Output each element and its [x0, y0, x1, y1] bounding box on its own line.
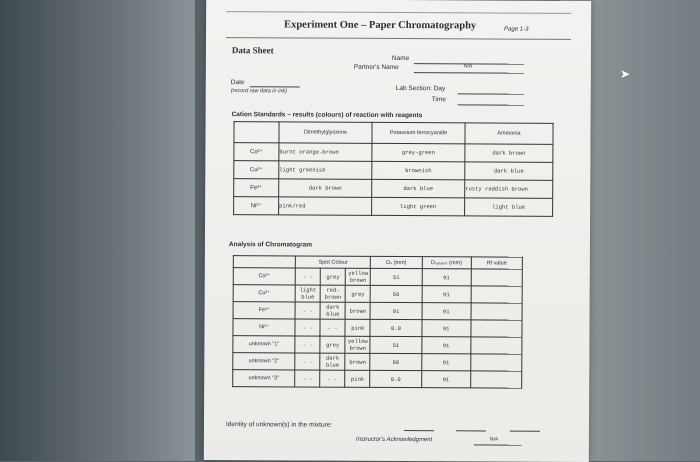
table-row — [233, 370, 522, 389]
table-cell: dark blue — [465, 162, 553, 180]
rf-cell[interactable] — [470, 371, 521, 388]
table-cell: brown — [345, 302, 370, 319]
table-cell: 91 — [421, 371, 470, 388]
table-cell: 91 — [422, 320, 471, 337]
analysis-heading: Analysis of Chromatogram — [228, 241, 313, 249]
rf-cell[interactable] — [471, 269, 522, 286]
table-cell: light blue — [465, 198, 553, 216]
table-row — [234, 161, 553, 181]
instructor-field[interactable] — [474, 444, 522, 445]
table-cell: grey — [320, 268, 345, 285]
record-note: (record raw data in ink) — [230, 88, 287, 95]
identity-label: Identity of unknown(s) in the mixture: — [225, 421, 333, 429]
table-cell: light green — [372, 197, 465, 215]
cation-heading: Cation Standards – results (colours) of reaction with reagents — [231, 111, 423, 120]
partner-value: N/A — [463, 63, 473, 70]
table-cell: 91 — [421, 337, 470, 354]
table-cell: - - — [295, 268, 320, 285]
column-header: Dimethylglyoxime — [279, 122, 372, 143]
table-cell: 51 — [371, 268, 422, 285]
ion-label: Fe³⁺ — [234, 179, 279, 197]
rf-cell[interactable] — [471, 337, 522, 354]
rf-cell[interactable] — [471, 303, 522, 320]
table-cell: rusty reddish brown — [465, 180, 553, 198]
row-label: Co²⁺ — [233, 268, 295, 285]
page-number: Page 1-3 — [504, 26, 529, 33]
table-cell: - - — [295, 353, 320, 370]
row-label: unknown "3" — [233, 370, 295, 387]
table-cell: - - — [295, 319, 320, 336]
table-cell: dark blue — [372, 179, 465, 197]
analysis-table — [232, 255, 523, 389]
column-header: Dₛ (mm) — [371, 256, 422, 268]
title-rule — [226, 37, 571, 40]
table-row — [234, 197, 553, 217]
table-row — [234, 179, 553, 199]
identity-field[interactable] — [404, 430, 434, 431]
table-header-row — [234, 122, 553, 145]
table-cell: 91 — [422, 269, 471, 286]
row-label: Cu²⁺ — [233, 285, 295, 302]
column-header: Dₛₒₗᵥₑₙₜ (mm) — [422, 257, 471, 269]
table-cell: brownish — [372, 161, 465, 179]
table-row — [233, 302, 522, 321]
table-cell: grey-green — [372, 143, 465, 161]
table-cell: 91 — [370, 302, 421, 319]
table-cell: light greenish — [279, 161, 372, 179]
photo-background-left — [0, 0, 195, 461]
name-label: Name — [391, 54, 410, 63]
rf-cell[interactable] — [470, 354, 521, 371]
table-cell: brown — [345, 353, 370, 370]
column-header: Ammonia — [465, 123, 553, 144]
date-label: Date — [230, 79, 245, 87]
partner-field[interactable] — [414, 72, 524, 74]
instructor-value: N/A — [489, 436, 499, 443]
table-cell: pink — [345, 370, 370, 387]
table-cell: light blue — [295, 285, 320, 302]
table-cell: - - — [295, 336, 320, 353]
ion-label: Ni²⁺ — [234, 197, 279, 215]
data-sheet-heading: Data Sheet — [231, 45, 274, 56]
rf-cell[interactable] — [471, 320, 522, 337]
lab-section-label: Lab Section: Day — [395, 84, 446, 93]
ion-label: Cu²⁺ — [234, 161, 279, 179]
identity-field[interactable] — [456, 430, 486, 431]
identity-field[interactable] — [510, 431, 540, 432]
table-cell: - - — [320, 319, 345, 336]
column-header: Spot Colour — [295, 256, 370, 268]
table-cell: pink — [345, 319, 370, 336]
table-cell: dark blue — [320, 353, 345, 370]
table-cell: yellow brown — [346, 268, 371, 285]
table-cell: yellow brown — [345, 336, 370, 353]
table-cell: dark brown — [465, 144, 553, 162]
table-cell: pink/red — [279, 197, 372, 215]
table-cell: 0.0 — [370, 370, 421, 387]
table-cell: grey — [320, 336, 345, 353]
page-title: Experiment One – Paper Chromatography — [284, 19, 477, 32]
time-label: Time — [431, 96, 446, 104]
ion-label: Co²⁺ — [234, 143, 279, 161]
table-cell: 91 — [422, 286, 471, 303]
row-label: unknown "1" — [233, 336, 295, 353]
table-cell: 51 — [370, 336, 421, 353]
table-row — [233, 285, 522, 304]
table-cell: 91 — [422, 303, 471, 320]
column-header — [233, 256, 295, 268]
table-cell: dark blue — [320, 302, 345, 319]
row-label: Fe³⁺ — [233, 302, 295, 319]
table-cell: 91 — [421, 354, 470, 371]
table-row — [234, 143, 553, 163]
table-cell: 56 — [371, 285, 422, 302]
table-row — [233, 319, 522, 338]
top-rule — [226, 11, 571, 14]
partner-label: Partner's Name — [353, 63, 399, 72]
row-label: Ni²⁺ — [233, 319, 295, 336]
table-cell: - - — [320, 370, 345, 387]
cation-table — [233, 121, 553, 217]
table-cell: - - — [295, 370, 320, 387]
lab-section-field[interactable] — [458, 93, 524, 94]
mouse-cursor-icon: ➤ — [620, 67, 631, 81]
table-cell: dark brown — [279, 179, 372, 197]
column-header: Potassium ferrocyanide — [372, 122, 465, 143]
row-label: unknown "2" — [233, 353, 295, 370]
table-row — [233, 336, 522, 355]
time-field[interactable] — [458, 104, 524, 105]
rf-cell[interactable] — [471, 286, 522, 303]
table-cell: 0.0 — [370, 319, 421, 336]
table-row — [233, 353, 522, 372]
table-row — [233, 268, 522, 287]
column-header: Rf value — [471, 257, 522, 269]
table-cell: grey — [345, 285, 370, 302]
table-cell: 90 — [370, 353, 421, 370]
table-cell: - - — [295, 302, 320, 319]
table-cell: red-brown — [320, 285, 345, 302]
instructor-label: Instructor's Acknowledgment — [355, 436, 433, 444]
column-header — [234, 122, 279, 143]
data-sheet-paper — [204, 0, 591, 462]
table-cell: burnt orange-brown — [279, 143, 372, 161]
